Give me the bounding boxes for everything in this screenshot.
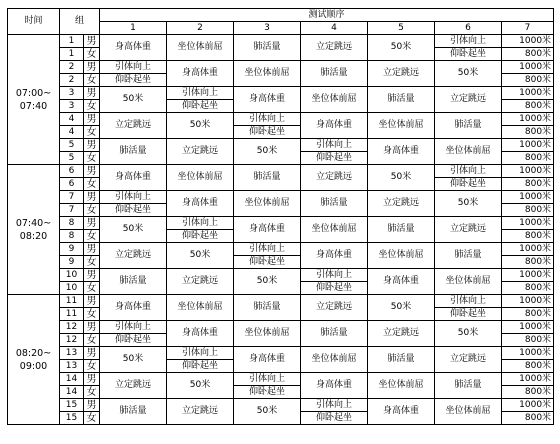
- sex-female: 女: [84, 308, 100, 321]
- group-number: 15: [60, 412, 84, 425]
- sex-female: 女: [84, 282, 100, 295]
- run-female: 800米: [502, 282, 554, 295]
- header-col-3: 3: [234, 22, 301, 35]
- sex-female: 女: [84, 74, 100, 87]
- sex-male: 男: [84, 191, 100, 204]
- station-cell: 肺活量: [234, 165, 301, 191]
- station-cell-split: [167, 87, 234, 113]
- group-number: 14: [60, 386, 84, 399]
- split-bottom-label: 仰卧起坐: [249, 127, 286, 137]
- table-row: [8, 87, 554, 100]
- time-end: 07:40: [19, 100, 48, 112]
- group-number: 15: [60, 399, 84, 412]
- table-row: [8, 399, 554, 412]
- station-cell: 立定跳远: [167, 399, 234, 425]
- run-male: 1000米: [502, 191, 554, 204]
- station-cell: 肺活量: [100, 399, 167, 425]
- station-cell: 身高体重: [167, 61, 234, 87]
- run-female: 800米: [502, 386, 554, 399]
- station-cell-split: [301, 399, 368, 425]
- group-number: 5: [60, 139, 84, 152]
- station-cell-split: [435, 165, 502, 191]
- station-cell: 50米: [435, 191, 502, 217]
- station-cell: 坐位体前屈: [435, 399, 502, 425]
- station-cell: 坐位体前屈: [301, 217, 368, 243]
- table-row: [8, 139, 554, 152]
- table-row: [8, 217, 554, 230]
- run-male: 1000米: [502, 399, 554, 412]
- sex-male: 男: [84, 87, 100, 100]
- station-cell: 身高体重: [368, 399, 435, 425]
- split-bottom-label: 仰卧起坐: [316, 283, 353, 293]
- group-number: 10: [60, 269, 84, 282]
- station-cell: 身高体重: [301, 243, 368, 269]
- station-cell-split: [167, 347, 234, 373]
- sex-male: 男: [84, 35, 100, 48]
- sex-female: 女: [84, 230, 100, 243]
- station-cell: 立定跳远: [100, 373, 167, 399]
- station-cell-split: [301, 139, 368, 165]
- split-top-label: 引体向上: [182, 88, 219, 98]
- header-col-5: 5: [368, 22, 435, 35]
- station-cell: 坐位体前屈: [435, 139, 502, 165]
- run-female: 800米: [502, 74, 554, 87]
- station-cell: 肺活量: [435, 113, 502, 139]
- station-cell: 50米: [100, 347, 167, 373]
- station-cell: 立定跳远: [301, 165, 368, 191]
- station-cell: 肺活量: [234, 35, 301, 61]
- station-cell: 身高体重: [368, 269, 435, 295]
- group-number: 12: [60, 334, 84, 347]
- sex-male: 男: [84, 165, 100, 178]
- station-cell-split: [234, 373, 301, 399]
- group-number: 11: [60, 295, 84, 308]
- header-col-1: 1: [100, 22, 167, 35]
- station-cell-split: [435, 35, 502, 61]
- sex-male: 男: [84, 347, 100, 360]
- station-cell: 立定跳远: [167, 139, 234, 165]
- run-female: 800米: [502, 152, 554, 165]
- station-cell: 身高体重: [167, 191, 234, 217]
- station-cell: 肺活量: [301, 61, 368, 87]
- sex-female: 女: [84, 256, 100, 269]
- split-top-label: 引体向上: [115, 322, 152, 332]
- station-cell: 50米: [435, 321, 502, 347]
- station-cell: 坐位体前屈: [368, 373, 435, 399]
- time-start: 08:20~: [15, 347, 52, 359]
- sex-female: 女: [84, 48, 100, 61]
- sex-female: 女: [84, 178, 100, 191]
- station-cell: 坐位体前屈: [167, 295, 234, 321]
- run-male: 1000米: [502, 295, 554, 308]
- split-bottom-label: 仰卧起坐: [316, 153, 353, 163]
- split-bottom-label: 仰卧起坐: [316, 413, 353, 423]
- group-number: 3: [60, 87, 84, 100]
- station-cell: 身高体重: [301, 373, 368, 399]
- split-bottom-label: 仰卧起坐: [249, 257, 286, 267]
- split-top-label: 引体向上: [316, 400, 353, 410]
- sex-male: 男: [84, 373, 100, 386]
- run-female: 800米: [502, 334, 554, 347]
- group-number: 6: [60, 165, 84, 178]
- run-female: 800米: [502, 48, 554, 61]
- run-female: 800米: [502, 256, 554, 269]
- group-number: 13: [60, 347, 84, 360]
- header-group: 组: [60, 9, 100, 35]
- split-top-label: 引体向上: [115, 192, 152, 202]
- run-male: 1000米: [502, 113, 554, 126]
- station-cell-split: [167, 217, 234, 243]
- station-cell: 肺活量: [368, 87, 435, 113]
- run-female: 800米: [502, 360, 554, 373]
- time-cell: [8, 35, 60, 165]
- station-cell: 坐位体前屈: [234, 321, 301, 347]
- split-top-label: 引体向上: [182, 218, 219, 228]
- header-col-2: 2: [167, 22, 234, 35]
- group-number: 7: [60, 191, 84, 204]
- table-row: [8, 269, 554, 282]
- station-cell: 肺活量: [301, 191, 368, 217]
- group-number: 6: [60, 178, 84, 191]
- station-cell: 肺活量: [100, 269, 167, 295]
- station-cell: 身高体重: [100, 165, 167, 191]
- station-cell-split: [100, 61, 167, 87]
- sex-male: 男: [84, 217, 100, 230]
- station-cell: 坐位体前屈: [234, 191, 301, 217]
- station-cell: 坐位体前屈: [167, 165, 234, 191]
- run-male: 1000米: [502, 269, 554, 282]
- header-order-title: 测试顺序: [100, 9, 554, 22]
- run-female: 800米: [502, 308, 554, 321]
- table-row: [8, 373, 554, 386]
- split-top-label: 引体向上: [115, 62, 152, 72]
- sex-male: 男: [84, 61, 100, 74]
- station-cell: 坐位体前屈: [301, 87, 368, 113]
- run-male: 1000米: [502, 373, 554, 386]
- sex-male: 男: [84, 269, 100, 282]
- table-row: [8, 321, 554, 334]
- sex-female: 女: [84, 412, 100, 425]
- station-cell-split: [301, 269, 368, 295]
- table-row: [8, 165, 554, 178]
- time-cell: [8, 295, 60, 425]
- split-bottom-label: 仰卧起坐: [182, 101, 219, 111]
- split-top-label: 引体向上: [450, 36, 487, 46]
- station-cell: 身高体重: [100, 35, 167, 61]
- sex-female: 女: [84, 126, 100, 139]
- station-cell: 坐位体前屈: [301, 347, 368, 373]
- station-cell: 立定跳远: [301, 295, 368, 321]
- station-cell-split: [435, 295, 502, 321]
- station-cell: 立定跳远: [435, 347, 502, 373]
- station-cell: 50米: [100, 87, 167, 113]
- station-cell: 肺活量: [435, 373, 502, 399]
- schedule-body: [8, 35, 554, 425]
- time-start: 07:40~: [15, 217, 52, 229]
- time-end: 08:20: [19, 230, 48, 242]
- table-row: [8, 113, 554, 126]
- group-number: 12: [60, 321, 84, 334]
- split-bottom-label: 仰卧起坐: [450, 49, 487, 59]
- station-cell: 50米: [167, 243, 234, 269]
- group-number: 8: [60, 230, 84, 243]
- station-cell: 50米: [234, 269, 301, 295]
- table-row: [8, 35, 554, 48]
- schedule-table: [7, 8, 554, 425]
- sex-male: 男: [84, 399, 100, 412]
- group-number: 3: [60, 100, 84, 113]
- group-number: 2: [60, 74, 84, 87]
- header-col-7: 7: [502, 22, 554, 35]
- group-number: 1: [60, 48, 84, 61]
- run-female: 800米: [502, 100, 554, 113]
- run-female: 800米: [502, 178, 554, 191]
- run-female: 800米: [502, 204, 554, 217]
- table-row: [8, 191, 554, 204]
- sex-female: 女: [84, 386, 100, 399]
- station-cell: 50米: [100, 217, 167, 243]
- station-cell-split: [234, 243, 301, 269]
- group-number: 9: [60, 243, 84, 256]
- split-bottom-label: 仰卧起坐: [450, 309, 487, 319]
- station-cell: 立定跳远: [368, 61, 435, 87]
- group-number: 5: [60, 152, 84, 165]
- run-male: 1000米: [502, 139, 554, 152]
- sex-female: 女: [84, 204, 100, 217]
- sex-male: 男: [84, 139, 100, 152]
- station-cell-split: [100, 321, 167, 347]
- sex-female: 女: [84, 152, 100, 165]
- header-time: 时间: [8, 9, 60, 35]
- run-female: 800米: [502, 126, 554, 139]
- run-male: 1000米: [502, 35, 554, 48]
- header-col-4: 4: [301, 22, 368, 35]
- run-male: 1000米: [502, 165, 554, 178]
- split-top-label: 引体向上: [249, 374, 286, 384]
- station-cell: 肺活量: [100, 139, 167, 165]
- sex-female: 女: [84, 334, 100, 347]
- station-cell: 50米: [234, 399, 301, 425]
- station-cell: 身高体重: [301, 113, 368, 139]
- split-bottom-label: 仰卧起坐: [182, 361, 219, 371]
- split-top-label: 引体向上: [450, 296, 487, 306]
- table-row: [8, 295, 554, 308]
- table-row: [8, 243, 554, 256]
- sex-male: 男: [84, 243, 100, 256]
- split-bottom-label: 仰卧起坐: [115, 205, 152, 215]
- station-cell: 身高体重: [167, 321, 234, 347]
- station-cell: 立定跳远: [167, 269, 234, 295]
- table-row: [8, 61, 554, 74]
- split-bottom-label: 仰卧起坐: [249, 387, 286, 397]
- station-cell: 立定跳远: [100, 243, 167, 269]
- station-cell: 身高体重: [368, 139, 435, 165]
- station-cell: 肺活量: [234, 295, 301, 321]
- group-number: 11: [60, 308, 84, 321]
- station-cell: 立定跳远: [100, 113, 167, 139]
- station-cell: 50米: [368, 295, 435, 321]
- split-top-label: 引体向上: [182, 348, 219, 358]
- group-number: 13: [60, 360, 84, 373]
- station-cell: 坐位体前屈: [234, 61, 301, 87]
- sex-male: 男: [84, 113, 100, 126]
- station-cell: 立定跳远: [368, 191, 435, 217]
- sex-male: 男: [84, 295, 100, 308]
- split-bottom-label: 仰卧起坐: [115, 335, 152, 345]
- station-cell: 身高体重: [100, 295, 167, 321]
- group-number: 14: [60, 373, 84, 386]
- run-male: 1000米: [502, 87, 554, 100]
- station-cell: 肺活量: [435, 243, 502, 269]
- station-cell: 身高体重: [234, 347, 301, 373]
- station-cell: 50米: [234, 139, 301, 165]
- station-cell: 肺活量: [301, 321, 368, 347]
- run-male: 1000米: [502, 321, 554, 334]
- split-top-label: 引体向上: [249, 244, 286, 254]
- station-cell-split: [234, 113, 301, 139]
- station-cell: 身高体重: [234, 217, 301, 243]
- group-number: 8: [60, 217, 84, 230]
- sex-male: 男: [84, 321, 100, 334]
- run-female: 800米: [502, 412, 554, 425]
- time-start: 07:00~: [15, 87, 52, 99]
- header-col-6: 6: [435, 22, 502, 35]
- run-male: 1000米: [502, 61, 554, 74]
- station-cell: 50米: [368, 35, 435, 61]
- station-cell: 身高体重: [234, 87, 301, 113]
- run-male: 1000米: [502, 347, 554, 360]
- split-bottom-label: 仰卧起坐: [450, 179, 487, 189]
- station-cell: 50米: [368, 165, 435, 191]
- split-bottom-label: 仰卧起坐: [182, 231, 219, 241]
- station-cell: 肺活量: [368, 217, 435, 243]
- group-number: 7: [60, 204, 84, 217]
- group-number: 4: [60, 113, 84, 126]
- station-cell: 立定跳远: [435, 87, 502, 113]
- split-top-label: 引体向上: [316, 270, 353, 280]
- run-male: 1000米: [502, 243, 554, 256]
- station-cell: 坐位体前屈: [368, 243, 435, 269]
- split-bottom-label: 仰卧起坐: [115, 75, 152, 85]
- group-number: 2: [60, 61, 84, 74]
- split-top-label: 引体向上: [249, 114, 286, 124]
- group-number: 1: [60, 35, 84, 48]
- station-cell: 50米: [167, 373, 234, 399]
- station-cell: 50米: [435, 61, 502, 87]
- station-cell: 立定跳远: [368, 321, 435, 347]
- station-cell: 坐位体前屈: [435, 269, 502, 295]
- time-cell: [8, 165, 60, 295]
- split-top-label: 引体向上: [316, 140, 353, 150]
- sex-female: 女: [84, 360, 100, 373]
- station-cell: 50米: [167, 113, 234, 139]
- table-row: [8, 347, 554, 360]
- station-cell: 肺活量: [368, 347, 435, 373]
- station-cell-split: [100, 191, 167, 217]
- split-top-label: 引体向上: [450, 166, 487, 176]
- station-cell: 立定跳远: [301, 35, 368, 61]
- station-cell: 坐位体前屈: [368, 113, 435, 139]
- station-cell: 立定跳远: [435, 217, 502, 243]
- group-number: 10: [60, 282, 84, 295]
- sex-female: 女: [84, 100, 100, 113]
- station-cell: 坐位体前屈: [167, 35, 234, 61]
- time-end: 09:00: [19, 360, 48, 372]
- run-male: 1000米: [502, 217, 554, 230]
- run-female: 800米: [502, 230, 554, 243]
- group-number: 9: [60, 256, 84, 269]
- group-number: 4: [60, 126, 84, 139]
